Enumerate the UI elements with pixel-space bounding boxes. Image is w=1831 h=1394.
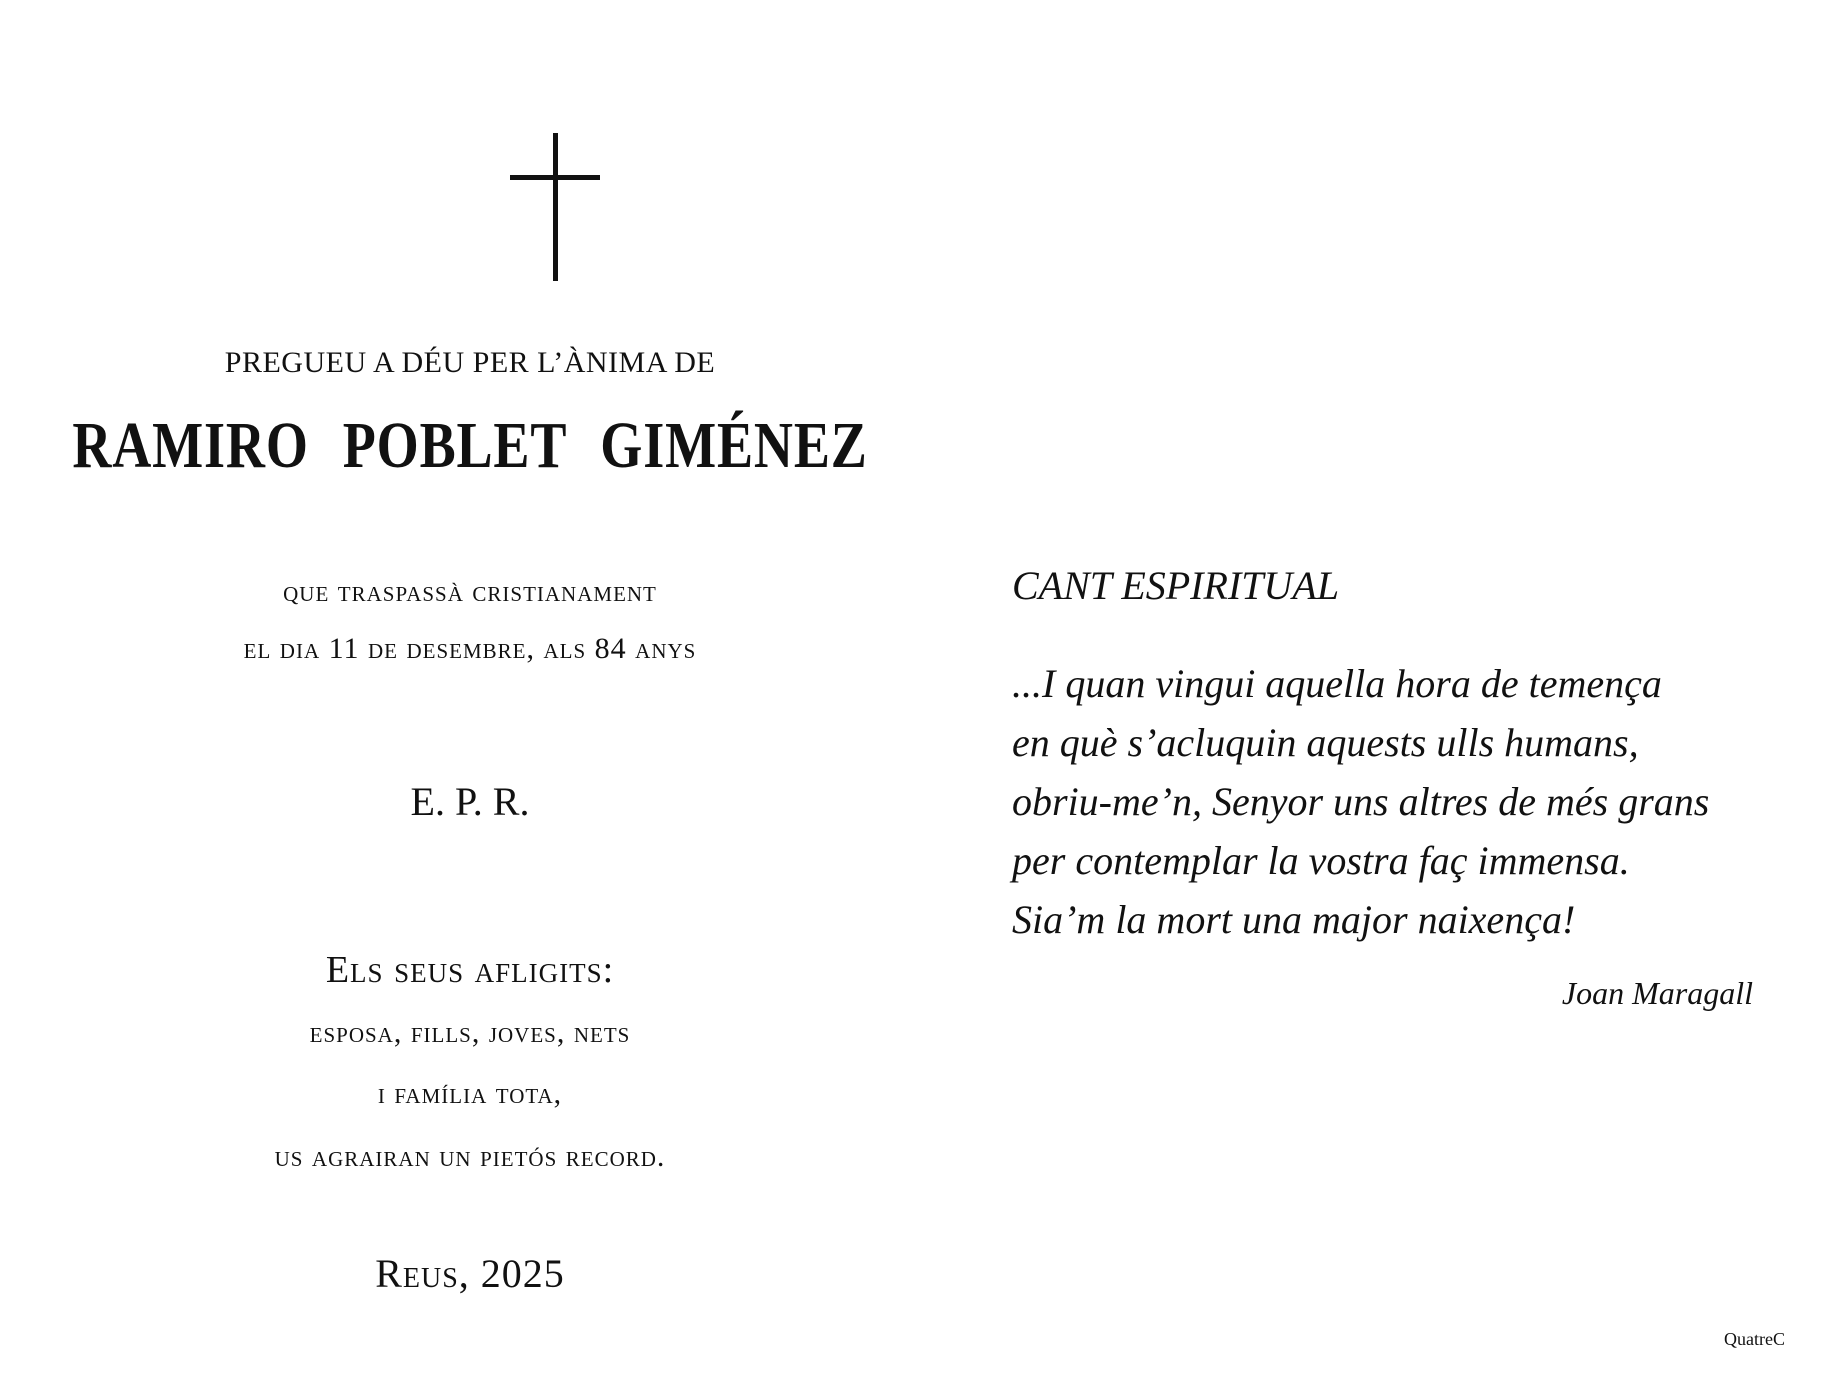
mourners-heading: Els seus afligits: bbox=[325, 949, 615, 991]
mourners-all: i família tota, bbox=[377, 1077, 563, 1110]
mourners-family: esposa, fills, joves, nets bbox=[309, 1016, 631, 1049]
poem-verse: per contemplar la vostra faç immensa. bbox=[1012, 838, 1630, 883]
cross-vertical-bar bbox=[553, 133, 558, 281]
passing-line-1: que traspassà cristianament bbox=[283, 575, 657, 608]
poem-verse: en què s’acluquin aquests ulls humans, bbox=[1012, 720, 1639, 765]
cross-horizontal-bar bbox=[510, 175, 600, 180]
passing-line-2: el dia 11 de desembre, als 84 anys bbox=[243, 632, 697, 665]
cross-icon bbox=[510, 133, 600, 281]
poem-verses bbox=[1012, 654, 1709, 949]
printer-brand: QuatreC bbox=[1724, 1329, 1785, 1349]
deceased-name: RAMIRO POBLET GIMÉNEZ bbox=[72, 409, 868, 482]
poem-verse: obriu-me’n, Senyor uns altres de més grans bbox=[1012, 779, 1710, 824]
poem-title: CANT ESPIRITUAL bbox=[1012, 563, 1340, 608]
poem-verse: ...I quan vingui aquella hora de temença bbox=[1012, 661, 1662, 706]
poem-verse: Sia’m la mort una major naixença! bbox=[1012, 897, 1576, 942]
prayer-line: PREGUEU A DÉU PER L’ÀNIMA DE bbox=[224, 346, 716, 379]
epr-abbreviation: E. P. R. bbox=[410, 779, 530, 824]
poem-author: Joan Maragall bbox=[1561, 975, 1753, 1011]
mourners-thanks: us agrairan un pietós record. bbox=[274, 1140, 666, 1173]
place-year: Reus, 2025 bbox=[375, 1251, 565, 1296]
